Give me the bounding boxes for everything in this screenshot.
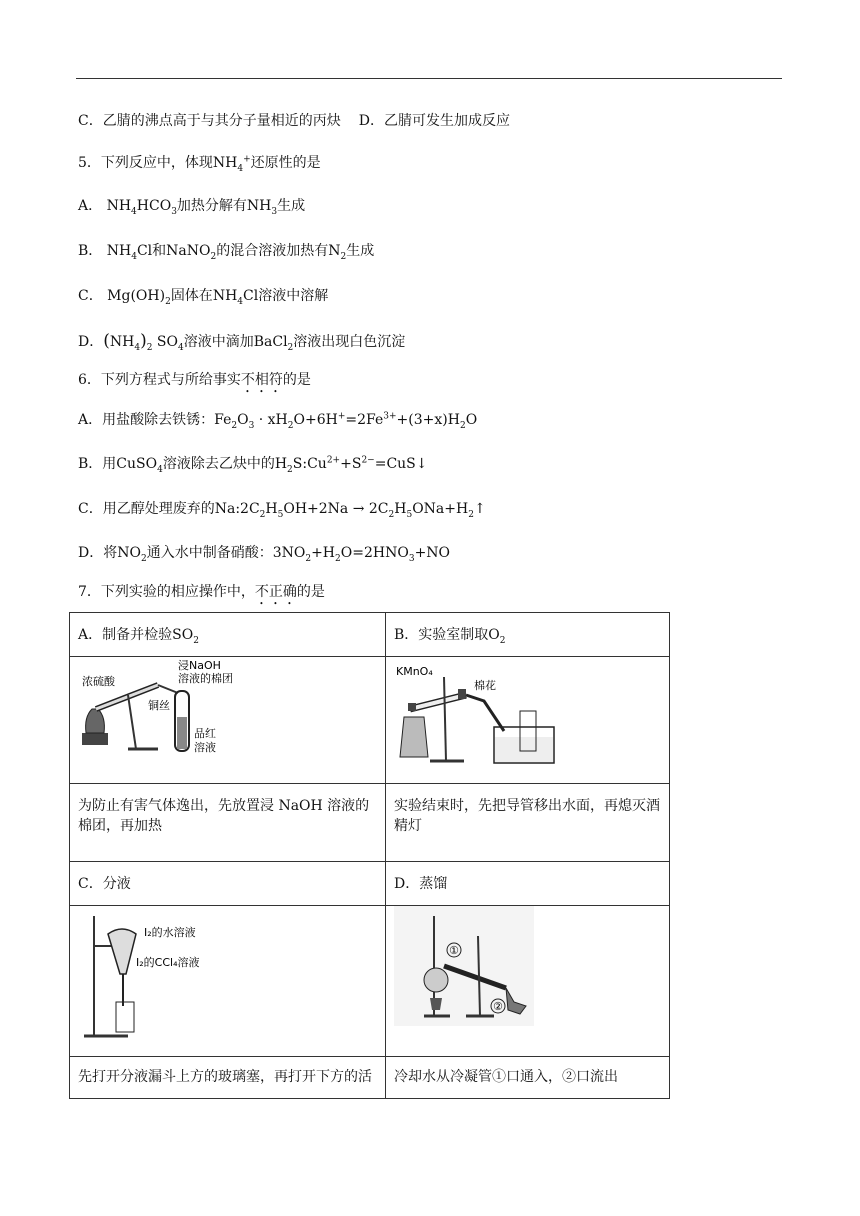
q7-b-header: B．实验室制取$O_2$	[386, 613, 670, 657]
q4-options	[78, 111, 510, 131]
q7-b-figure	[386, 657, 670, 784]
distillation-figure	[394, 906, 534, 1046]
separation-funnel-figure	[78, 906, 278, 1046]
q5-stem: 5．下列反应中，体现$NH_4^+$还原性的是	[78, 154, 321, 174]
label-port-2: ②	[493, 1000, 503, 1013]
label-cotton-ball: 溶液的棉团	[178, 672, 233, 685]
q7-a-figure	[70, 657, 386, 784]
q6-option-c: C．用乙醇处理废弃的$Na:2C_2H_5OH+2Na$ → $2C_2H_5ONa+H_2↑$	[78, 501, 486, 520]
label-conc-h2so4: 浓硫酸	[82, 675, 115, 688]
q5-option-c: C． $Mg(OH)_2$固体在$NH_4Cl$溶液中溶解	[78, 288, 329, 307]
q5-option-a: A． $NH_4HCO_3$加热分解有$NH_3$生成	[78, 198, 306, 217]
q7-c-header: C．分液	[70, 862, 386, 906]
q7-d-caption: 冷却水从冷凝管①口通入，②口流出	[386, 1057, 670, 1099]
q7-a-caption: 为防止有害气体逸出，先放置浸 NaOH 溶液的棉团，再加热	[70, 784, 386, 862]
q7-c-caption: 先打开分液漏斗上方的玻璃塞，再打开下方的活	[70, 1057, 386, 1099]
label-kmno4: KMnO₄	[396, 665, 433, 678]
label-i2-ccl4: I₂的CCl₄溶液	[136, 956, 200, 969]
q7-d-figure	[386, 906, 670, 1057]
label-solution: 溶液	[194, 741, 216, 754]
so2-apparatus-figure	[78, 657, 278, 777]
q4-option-c: C．乙腈的沸点高于与其分子量相近的丙炔	[78, 113, 341, 129]
header-rule	[76, 78, 782, 79]
o2-apparatus-figure	[394, 657, 594, 777]
q7-c-figure	[70, 906, 386, 1057]
label-magenta: 品红	[194, 727, 216, 740]
q6-option-a: A．用盐酸除去铁锈：$Fe_2O_3 \cdot xH_2O+6H^+=2Fe^{3+}+(3+x)H_2O$	[78, 411, 478, 431]
q6-option-d: D．将$NO_2$通入水中制备硝酸：$3NO_2+H_2O=2HNO_3+NO$	[78, 545, 451, 564]
q6-stem: 6．下列方程式与所给事实不相符的是	[78, 372, 311, 388]
label-cotton: 棉花	[474, 679, 496, 692]
q7-stem: 7．下列实验的相应操作中，不正确的是	[78, 584, 325, 600]
q4-option-d: D．乙腈可发生加成反应	[358, 113, 510, 129]
label-i2-aqueous: I₂的水溶液	[144, 926, 196, 939]
q5-option-d: D．$(NH_4)_2$ $SO_4$溶液中滴加BaCl$_2$溶液出现白色沉淀	[78, 331, 406, 353]
q7-table	[69, 612, 670, 1099]
q7-a-header: A．制备并检验$SO_2$	[70, 613, 386, 657]
q5-option-b: B． $NH_4Cl$和NaNO$_2$的混合溶液加热有$N_2$生成	[78, 243, 375, 262]
q7-d-header: D．蒸馏	[386, 862, 670, 906]
label-copper-wire: 铜丝	[148, 699, 170, 712]
q6-option-b: B．用CuSO$_4$溶液除去乙炔中的$H_2S:Cu^{2+}+S^{2-}=CuS↓$	[78, 455, 428, 475]
q7-b-caption: 实验结束时，先把导管移出水面，再熄灭酒精灯	[386, 784, 670, 862]
label-port-1: ①	[449, 944, 459, 957]
label-naoh-soaked: 浸NaOH	[178, 659, 221, 672]
